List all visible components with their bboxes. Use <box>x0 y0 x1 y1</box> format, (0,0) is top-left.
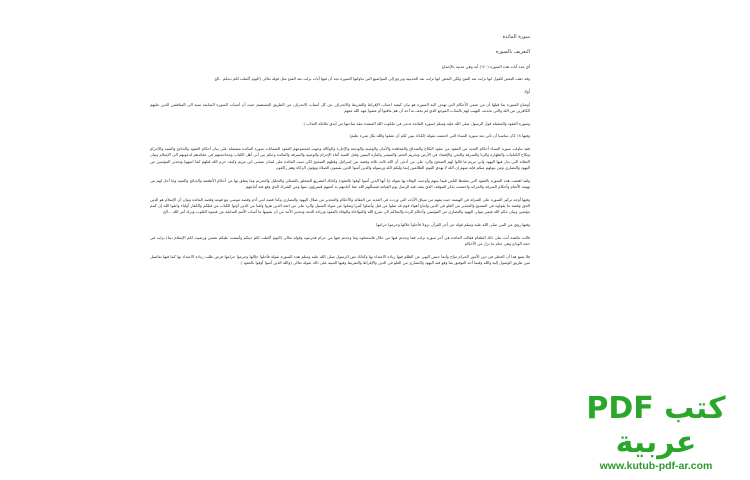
paragraph: أولا <box>524 89 530 94</box>
section-heading: التعريف بالسورة <box>495 49 530 56</box>
paragraph: وسورة العقود والمتقبلة قول الرسول صلى الله عليه وسلم (سورة المائدة تدعى في ملكوت الله المنقذة تنقذ صاحبها من أيدي ملائكة العذاب ) <box>303 120 530 126</box>
paragraph: وفيها أوجه تركيز السورة على المنزلة في الهيمنة حيث يفهم من سياق الآيات التي وردت في العديد من العقائد والأحكام والتحذير من ضلال اليهود والنصارى وكذا قصة ابني آدم وقصة موسى مع قومه وقصة المائدة وبيان أن الإسلام هو الدين الحق وقصة ما يقولوه في المسيح والتحذير من الغلو في الدين واتباع أهواء قوم قد ضلوا من قبل وأضلوا كثيرا وضلوا عن سواء السبيل والرد على من اتخذ الدين هزوا ولعبا من الذين أوتوا الكتاب من قبلكم والكفار أولياء واتقوا الله إن كنتم مؤمنين وبيان حكم الله فيمن يتولى اليهود والنصارى من المؤمنين وأحكام الردة والتحاكم الى شرع الله والمؤاخاة والوفاء بالعقود وبراءة الذمة وتحذير الأمة من أن يصيبها ما أصاب الأمم السابقة من قسوة القلوب وترك أمر الله ...الخ <box>150 196 530 215</box>
watermark-brand: كتب PDF عربية <box>586 391 726 460</box>
paragraph: آي عدد آيات هذه السورة (١٢٠) آية وهي مدنية بالإجماع <box>441 63 530 69</box>
watermark-url: www.kutub-pdf-ar.com <box>599 460 713 472</box>
paragraph: فقد تناولت سورة النساء أحكام العديد من العقود من عقود النكاح والصداق والمعاهدة والأمان والوصية والوديعة والإجارة والوكالة وجهت لمجموعهم العقود الضمانات سورة المائدة مشتملة على بيان أحكام العقود والذبائح والصيد والإحرام ونكاح الكتابيات والطهارة والزنا والسرقة والبغي والإفساد في الأرض وتحريم الخمر والميسر وكفارة اليمين وقتل الصيد أثناء الإحرام والوصية والسرقة والمائدة وحكم من أتى أهل الكتاب ومحاججتهم في عقائدهم لدعوتهم الى الإسلام وبيان العقائد التي بدل فيها اليهود وابن مريم ما قالوا لهم الصحيح والرد على من أدعى أن الله ثالث ثلاثة وقصة بني إسرائيل وقتلهم الصحيح لكي تنبت المائدة على لسان عيسى ابن مريم وكيف حرم الله قتلهم كما انتبهوا وتحذير المؤمنين من اليهود والنصارى ومن يتولهم منكم فإنه منهم إن الله لا يهدي القوم الظالمين إنما وليكم الله ورسوله والذين آمنوا الذين يقيمون الصلاة ويؤتون الزكاة وهم راكعون <box>150 145 530 170</box>
paragraph: وفيها روي عن النبي صلى الله عليه وسلم قوله عن آخر القرآن نزولا فأحلوا حلالها وحرموا حرامها <box>376 222 530 227</box>
document-title: سورة المائدة <box>502 34 530 40</box>
paragraph: قالت عائشة أنت على ذلك الطعام فقالت المائدة هي آخر سورة نزلت فما وجدتم فيها من حلال فاستحلوه وما وجدتم فيها من حرام فحرموه وقوله تعالى (اليوم أكملت لكم دينكم وأتممت عليكم نعمتي ورضيت لكم الإسلام دينا) نزلت في حجة الوداع وهي ختام ما نزل من الأحكام <box>150 234 530 246</box>
site-watermark <box>576 392 736 472</box>
paragraph: وقد ذهب البعض للقول انها نزلت بعد الفتح ولكن البعض انها نزلت بعد الحديبية ويرجع إلى المواضيع التي تناولتها السورة نجد أن فيها آيات نزلت بعد الفتح مثل قوله تعالى (اليوم أكملت لكم دينكم ..الخ <box>214 76 530 82</box>
document-body <box>150 34 530 273</box>
paragraph: ولقد اهتمت هذه السورة بالعقود التي يعقدها الناس فيما بينهم وأوجبت الوفاء بها بقوله (يا أيها الذين آمنوا أوفوا بالعقود) وكذلك التشريع المتعلق بالشعائر والتحليل والتحريم وما يتعلق بها من أحكام الأطعمة والذبائح والصيد وما أحل لهم من بهيمة الأنعام وأحكام السرقة والحرابة واختتمت بذكر الموقف الذي يقف فيه الرسل يوم القيامة فيسألهم الله عما أجابتهم به أممهم فيتبرؤون منها ومن الشرك الذي وقع فيه أتباعهم <box>150 177 530 189</box>
paragraph: وفيها ١٨ كان مناسبا أن تأتي بعد سورة النساء التي اختتمت بقوله (لكذك يبين لكم أن تضلوا والله بكل شيء عليم) <box>349 133 530 139</box>
paragraph: أوضاع السورة بما قبلها أن من ضمن الأحكام التي تهدف اليه السورة هو بيان كيفية اجتناب الإفراط والتفريط والانحراف عن كل أسباب الانحراف عن الطريق المستقيم حيث أن أسباب السورة السابقة تنبيه الى المنافقين الذين عليهم الكافرين من الله والتي تحدثت النهيب لهم بالعذاب الموجع الذي لم يخف به أحد أن هم عاقبوا أو عصوا عهد الله معهم <box>150 101 530 113</box>
paragraph: فلا يمنع هذا أن الخطر في دين الأمور الحرام مباح وأنما جنس النهي عن الظلم فيها زيادة الاعتداء بها وكذلك نص الرسول صلى الله عليه وسلم هذه السورة بقوله فأحلوا حلالها وحرموا حرامها فرض طلب زيادة الاعتداد بها كما فيها تفاصيل تبين طريق الوصول إليه والله وفيما أحد التوفيق بما وقع فيه اليهود والنصارى من الغلو في الدين والإفراط والتفريط وفيها التنبيه على ذلك بقوله تعالى (والله الذين آمنوا أوفوا بالعقود ) <box>150 253 530 265</box>
